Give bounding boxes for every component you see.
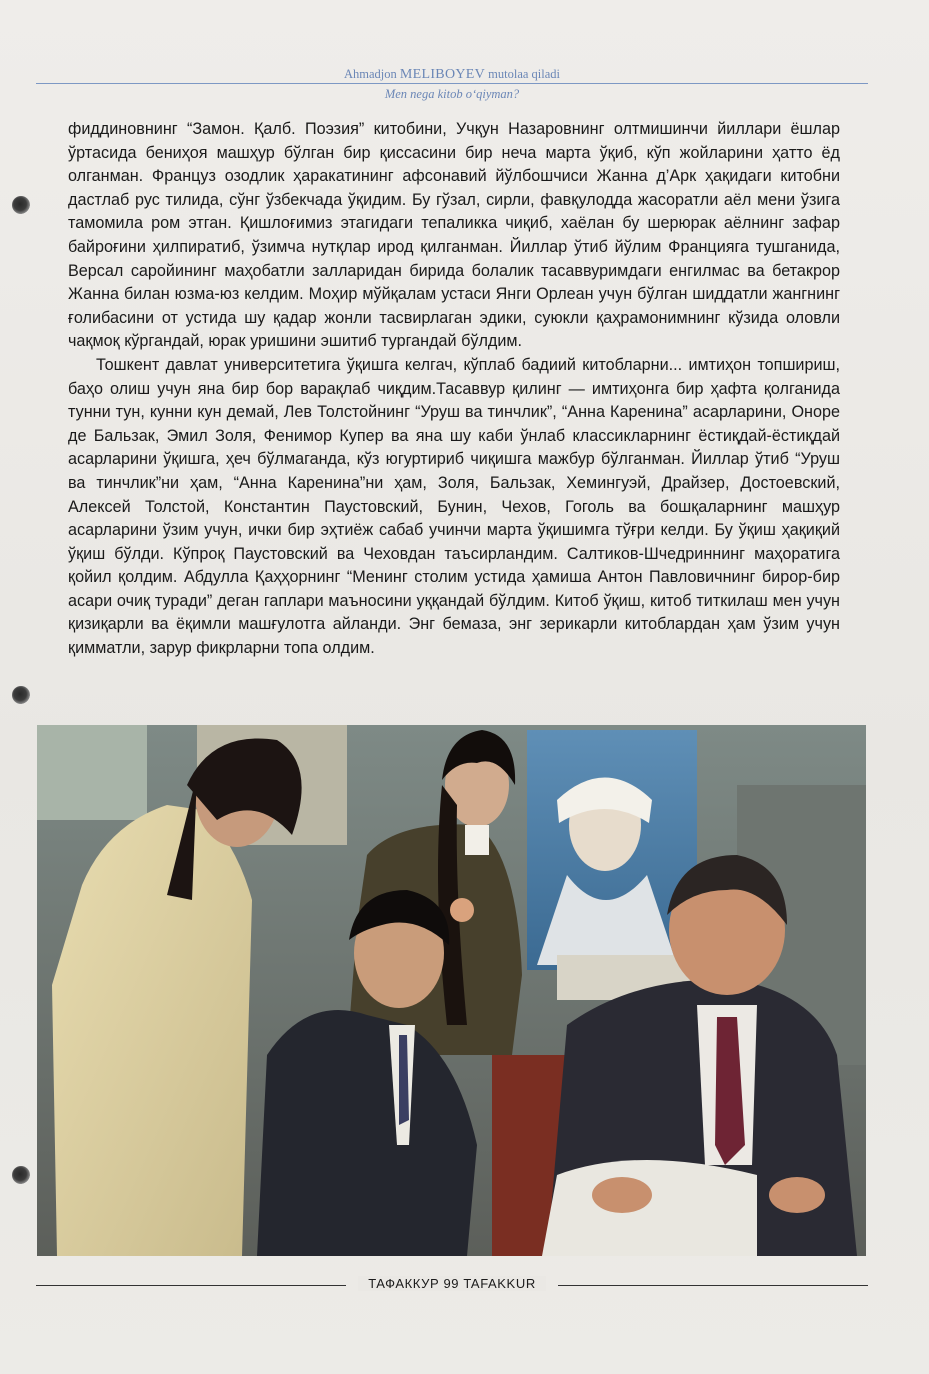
document-sheets — [542, 1160, 757, 1256]
binder-hole-middle — [12, 686, 30, 704]
group-photo-illustration — [37, 725, 866, 1256]
article-body — [68, 118, 840, 661]
header-author-last: MELIBOYEV — [399, 67, 486, 82]
footer-label — [36, 1276, 868, 1291]
header-subtitle: Men nega kitob o‘qiyman? — [384, 87, 520, 101]
running-header — [36, 66, 868, 103]
footer-page-number: 99 — [443, 1276, 460, 1291]
window-left — [37, 725, 147, 820]
paragraph-1: фиддиновнинг “Замон. Қалб. Поэзия” китобини, Учқун Назаровнинг олтмишинчи йиллари ёшлар ўртасида бениҳоя машҳур бўлган бир қиссасини бир неча марта ўқиб, кўп жойларини ҳатто ёд олганман. Француз озодлик ҳаракатининг афсонавий йўлбошчиси Жанна д’Арк ҳақидаги китобни дастлаб рус тилида, сўнг ўзбекчада ўқидим. Бу гўзал, сирли, фавқулодда жасоратли аёл мени ўзига тамомила ром этган. Қишлоғимиз этагидаги тепаликка чиқиб, хаёлан бу шерюрак аёлнинг зафар байроғини ҳилпиратиб, ўзимча нутқлар ирод қилганман. Йиллар ўтиб йўлим Францияга тушганида, Версал саройининг маҳобатли залларидан бирида болалик тасаввуримдаги енгилмас ва бетакрор Жанна билан юзма-юз келдим. Моҳир мўйқалам устаси Янги Орлеан учун бўлган шиддатли жангнинг ғолибасини от устида шу қадар жонли тасвирлаган эдики, суюкли қаҳрамонимнинг кўзида оловли чақмоқ кўргандай, юрак уришини эшитиб тургандай бўлдим. — [68, 120, 840, 351]
footer-magazine-latin: TAFAKKUR — [463, 1276, 536, 1291]
paragraph-2: Тошкент давлат университетига ўқишга келгач, кўплаб бадиий китобларни... имтиҳон топшириш, баҳо олиш учун яна бир бор варақлаб чиқдим.Тасаввур қилинг — имтиҳонга бир ҳафта қолганида тунни тун, кунни кун демай, Лев Толстойнинг “Уруш ва тинчлик”, “Анна Каренина” асарларини, Оноре де Бальзак, Эмил Золя, Фенимор Купер ва яна шу каби ўнлаб классикларнинг ёстиқдай-ёстиқдай асарларини ўқишга, ҳеч бўлмаганда, кўз югуртириб чиқишга мажбур бўлганман. Йиллар ўтиб “Уруш ва тинчлик”ни ҳам, “Анна Каренина”ни ҳам, Золя, Бальзак, Хемингуэй, Драйзер, Достоевский, Алексей Толстой, Константин Паустовский, Бунин, Чехов, Гоголь ва бошқаларнинг машҳур асарларини ўзим учун, ички бир эҳтиёж сабаб учинчи марта ўқишимга тўғри келди. Бу ўқиш ҳақиқий ўқиш бўлди. Кўпроқ Паустовский ва Чеховдан таъсирландим. Салтиков-Шчедриннинг маҳоратига қойил қолдим. Абдулла Қаҳҳорнинг “Менинг столим устида ҳамиша Антон Павловичнинг бирор-бир асари очиқ туради” деган гаплари маъносини уққандай бўлдим. Китоб ўқиш, китоб титкилаш мен учун қизиқарли ва ёқимли машғулотга айланди. Энг бемаза, энг зерикарли китоблардан ҳам ўзим учун қимматли, зарур фикрларни топа олдим. — [68, 355, 840, 658]
corsage-flower — [450, 898, 474, 922]
header-rule — [36, 83, 868, 84]
page-footer — [36, 1276, 868, 1296]
footer-magazine-cyrillic: ТАФАККУР — [368, 1276, 440, 1291]
header-author-first: Ahmadjon — [343, 67, 397, 81]
group-photo — [37, 725, 866, 1256]
header-author-suffix: mutolaa qiladi — [488, 67, 561, 81]
binder-hole-top — [12, 196, 30, 214]
binder-hole-bottom — [12, 1166, 30, 1184]
